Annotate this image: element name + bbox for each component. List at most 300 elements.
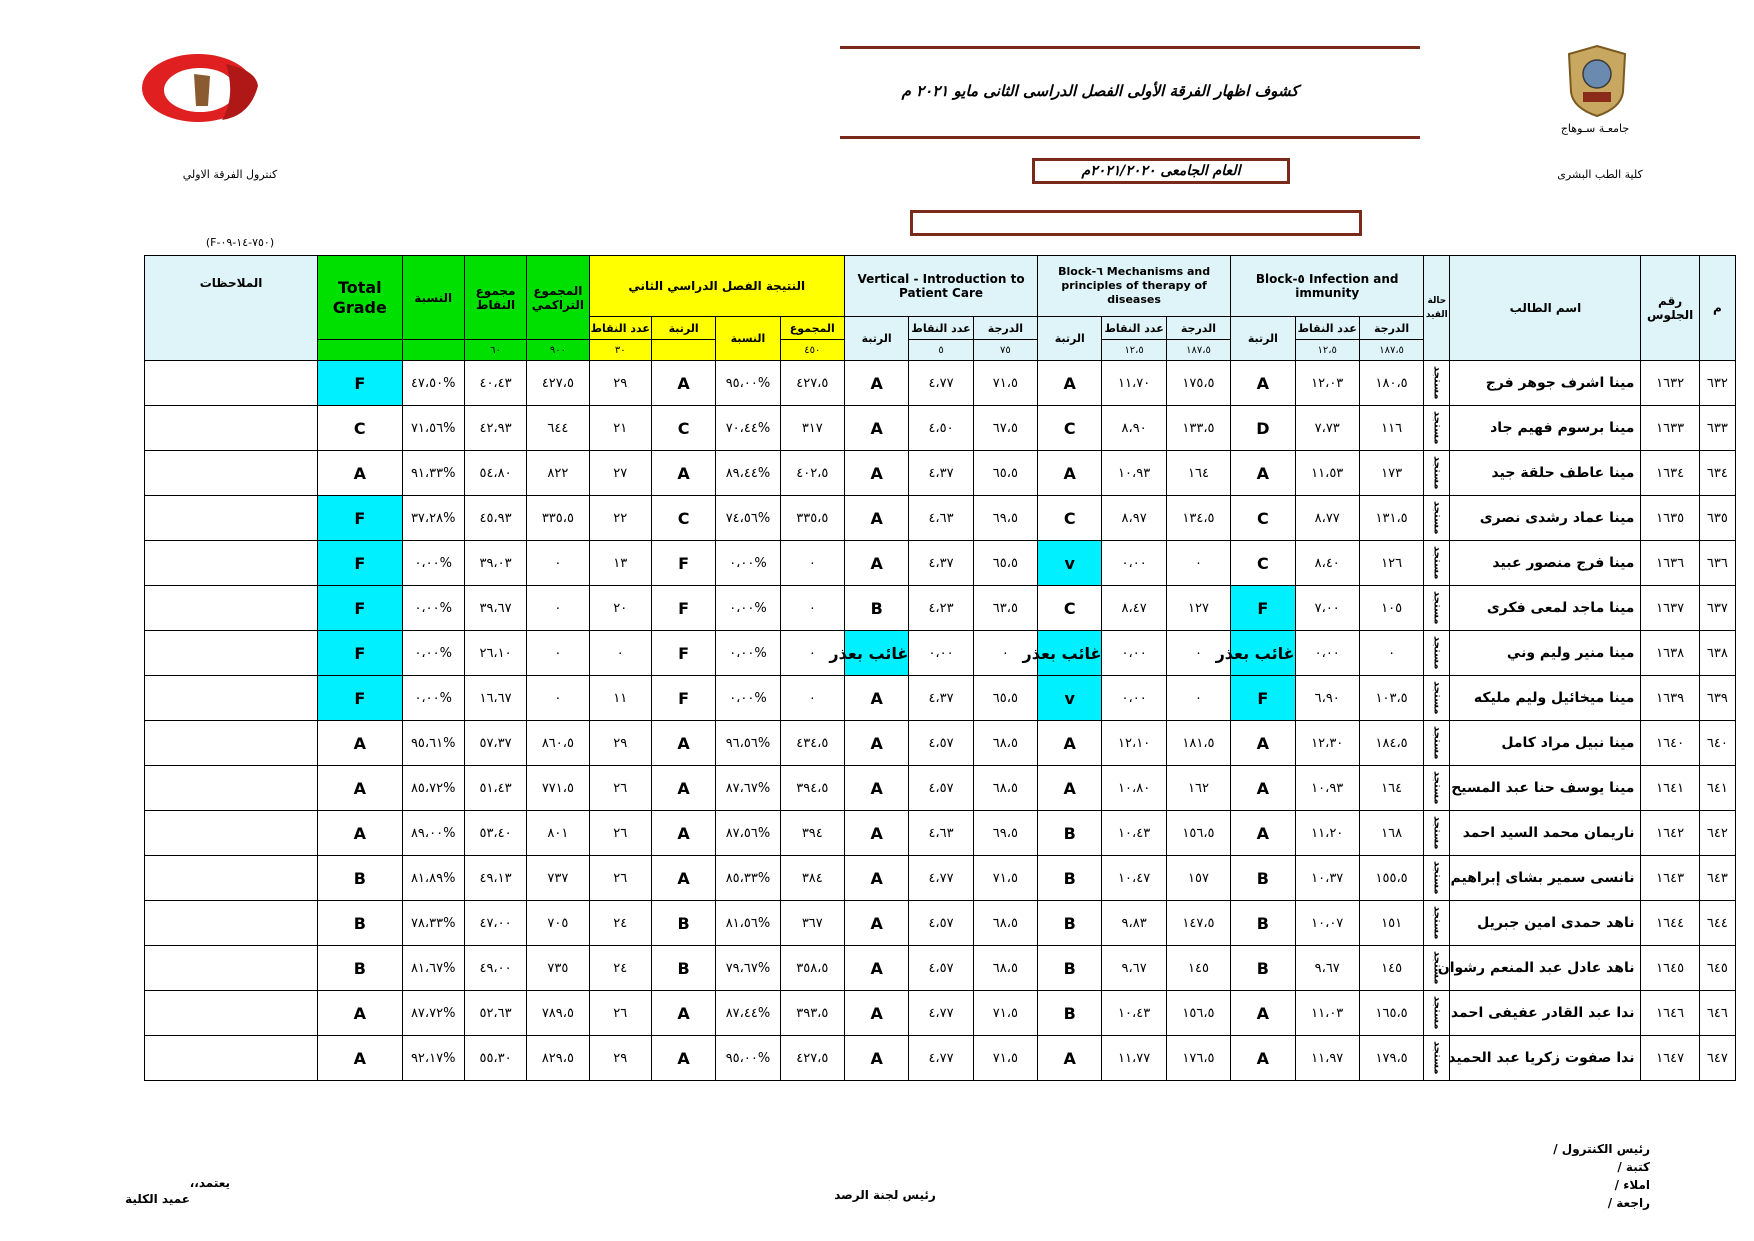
cell-grade: C	[318, 406, 402, 451]
cell-seat: ١٦٤٤	[1641, 901, 1699, 946]
cell-seat: ١٦٤١	[1641, 766, 1699, 811]
cell-cum: ٠	[527, 631, 589, 676]
cell-m: ٦٣٢	[1699, 361, 1735, 406]
cell-b6p: ١٠،٩٣	[1102, 451, 1166, 496]
sig-dean: عميد الكلية	[125, 1192, 190, 1206]
cell-pct: %٩٦،٥٦	[716, 721, 780, 766]
cell-sp: ٢٤	[589, 901, 651, 946]
cell-b5r: A	[1231, 1036, 1295, 1081]
cell-sum: ٤٣٤،٥	[780, 721, 844, 766]
cell-notes	[145, 901, 318, 946]
cell-vr: A	[844, 676, 908, 721]
cell-sum: ٣٣٥،٥	[780, 496, 844, 541]
cell-status: مستجد	[1424, 811, 1450, 856]
cell-sp: ١١	[589, 676, 651, 721]
table-row	[145, 676, 1736, 721]
cell-cum: ٨٢٩،٥	[527, 1036, 589, 1081]
university-name: جامعـة سـوهاج	[1560, 122, 1630, 135]
bottom-rule	[840, 136, 1420, 139]
cell-b5p: ١١،٩٧	[1295, 1036, 1359, 1081]
cell-name: مينا عاطف حلقة جيد	[1450, 451, 1641, 496]
b5-rank-h: الرتبة	[1231, 317, 1295, 361]
cell-b5d: ١٨٠،٥	[1359, 361, 1423, 406]
cell-m: ٦٤٣	[1699, 856, 1735, 901]
cell-b6r: B	[1038, 946, 1102, 991]
col-block6: Block-٦ Mechanisms and principles of therapy of diseases	[1038, 256, 1231, 317]
cell-pct: %٧٤،٥٦	[716, 496, 780, 541]
b5-points-h: عدد النقاط	[1295, 317, 1359, 340]
cell-vr: A	[844, 496, 908, 541]
cell-pts: ٤٩،١٣	[464, 856, 526, 901]
col-percent: النسبة	[402, 256, 464, 340]
col-vertical: Vertical - Introduction to Patient Care	[844, 256, 1037, 317]
cell-pct: %٨٥،٣٣	[716, 856, 780, 901]
empty-box	[910, 210, 1362, 236]
cell-pct: %٠،٠٠	[716, 541, 780, 586]
cell-tpct: %٨٥،٧٢	[402, 766, 464, 811]
cell-seat: ١٦٤٦	[1641, 991, 1699, 1036]
cell-cum: ٨٦٠،٥	[527, 721, 589, 766]
table-row	[145, 541, 1736, 586]
cell-b5d: ١٠٥	[1359, 586, 1423, 631]
cell-b6p: ٠،٠٠	[1102, 676, 1166, 721]
cell-name: مينا برسوم فهيم جاد	[1450, 406, 1641, 451]
cell-sum: ٠	[780, 586, 844, 631]
b6-points-max: ١٢،٥	[1102, 340, 1166, 361]
col-name: اسم الطالب	[1450, 256, 1641, 361]
cell-seat: ١٦٣٤	[1641, 451, 1699, 496]
cell-pct: %٨٧،٤٤	[716, 991, 780, 1036]
cell-name: ندا عبد القادر عفيفى احمد	[1450, 991, 1641, 1036]
cell-b5p: ١١،٠٣	[1295, 991, 1359, 1036]
cell-b5d: ١٨٤،٥	[1359, 721, 1423, 766]
cell-b5p: ١٠،٩٣	[1295, 766, 1359, 811]
cell-vd: ٦٥،٥	[973, 676, 1037, 721]
cell-status: مستجد	[1424, 541, 1450, 586]
results-table	[144, 255, 1736, 1081]
cell-rank: A	[651, 991, 715, 1036]
rank-max	[651, 340, 715, 361]
cell-sp: ٠	[589, 631, 651, 676]
cell-grade: F	[318, 631, 402, 676]
table-row	[145, 496, 1736, 541]
cell-notes	[145, 811, 318, 856]
col-total-grade: Total Grade	[318, 256, 402, 340]
cell-pct: %٨٩،٤٤	[716, 451, 780, 496]
cell-b6p: ٨،٩٧	[1102, 496, 1166, 541]
cell-name: مينا يوسف حنا عبد المسيح	[1450, 766, 1641, 811]
cell-notes	[145, 856, 318, 901]
table-row	[145, 991, 1736, 1036]
cell-vd: ٧١،٥	[973, 856, 1037, 901]
cell-b6r: A	[1038, 361, 1102, 406]
cell-b5r: غائب بعذر	[1231, 631, 1295, 676]
percent-max	[402, 340, 464, 361]
table-row	[145, 451, 1736, 496]
cell-b5p: ٨،٧٧	[1295, 496, 1359, 541]
cell-vd: ٦٨،٥	[973, 766, 1037, 811]
cell-b6d: ١٣٣،٥	[1166, 406, 1230, 451]
cell-b6r: C	[1038, 496, 1102, 541]
faculty-logo	[138, 46, 266, 124]
cell-seat: ١٦٣٢	[1641, 361, 1699, 406]
cell-b6p: ٩،٦٧	[1102, 946, 1166, 991]
cell-sp: ٢٢	[589, 496, 651, 541]
cell-vd: ٧١،٥	[973, 361, 1037, 406]
cell-status: مستجد	[1424, 361, 1450, 406]
cell-b5p: ١٢،٠٣	[1295, 361, 1359, 406]
cell-seat: ١٦٤٧	[1641, 1036, 1699, 1081]
cell-vd: ٦٧،٥	[973, 406, 1037, 451]
cell-pts: ٥٤،٨٠	[464, 451, 526, 496]
cell-vp: ٤،٥٧	[909, 901, 973, 946]
cell-vr: A	[844, 721, 908, 766]
cell-b6r: v	[1038, 541, 1102, 586]
cell-b5r: B	[1231, 946, 1295, 991]
cell-m: ٦٤٢	[1699, 811, 1735, 856]
col-block5: Block-٥ Infection and immunity	[1231, 256, 1424, 317]
cell-vp: ٤،٣٧	[909, 541, 973, 586]
cell-b6d: ٠	[1166, 676, 1230, 721]
university-seal	[1565, 44, 1629, 118]
cell-sum: ٣٩٣،٥	[780, 991, 844, 1036]
cell-b5d: ١٣١،٥	[1359, 496, 1423, 541]
cell-seat: ١٦٣٧	[1641, 586, 1699, 631]
cell-tpct: %٨٧،٧٢	[402, 991, 464, 1036]
cell-vd: ٦٨،٥	[973, 721, 1037, 766]
b6-degree-max: ١٨٧،٥	[1166, 340, 1230, 361]
cell-notes	[145, 766, 318, 811]
cell-cum: ٨٢٢	[527, 451, 589, 496]
cell-seat: ١٦٣٥	[1641, 496, 1699, 541]
cell-grade: F	[318, 586, 402, 631]
cell-m: ٦٣٤	[1699, 451, 1735, 496]
cell-vr: B	[844, 586, 908, 631]
cell-cum: ٧٣٥	[527, 946, 589, 991]
cell-b6d: ١٦٢	[1166, 766, 1230, 811]
col-points-total: مجموع النقاط	[464, 256, 526, 340]
cell-grade: A	[318, 1036, 402, 1081]
sig-dictation: املاء /	[1614, 1178, 1650, 1192]
form-code: (F-٧٥٠-١٤-٠٩)	[205, 236, 275, 249]
cell-sum: ٤٢٧،٥	[780, 1036, 844, 1081]
cell-b6d: ١٨١،٥	[1166, 721, 1230, 766]
cell-pts: ٣٩،٦٧	[464, 586, 526, 631]
cell-b6r: B	[1038, 811, 1102, 856]
cell-b6d: ١٧٥،٥	[1166, 361, 1230, 406]
cell-seat: ١٦٤٠	[1641, 721, 1699, 766]
cell-pts: ٤٢،٩٣	[464, 406, 526, 451]
cell-sum: ٤٠٢،٥	[780, 451, 844, 496]
table-row	[145, 766, 1736, 811]
b5-degree-h: الدرجة	[1359, 317, 1423, 340]
cell-tpct: %٩١،٣٣	[402, 451, 464, 496]
cell-seat: ١٦٤٥	[1641, 946, 1699, 991]
cell-grade: F	[318, 361, 402, 406]
cell-b6d: ٠	[1166, 631, 1230, 676]
cell-sp: ٢٤	[589, 946, 651, 991]
cell-notes	[145, 361, 318, 406]
cell-status: مستجد	[1424, 946, 1450, 991]
cell-grade: A	[318, 766, 402, 811]
cell-tpct: %٩٥،٦١	[402, 721, 464, 766]
cell-rank: A	[651, 856, 715, 901]
cell-pct: %٨٧،٥٦	[716, 811, 780, 856]
cell-vp: ٤،٧٧	[909, 361, 973, 406]
cell-name: ناريمان محمد السيد احمد	[1450, 811, 1641, 856]
cell-b6r: A	[1038, 1036, 1102, 1081]
cell-pts: ٥١،٤٣	[464, 766, 526, 811]
cell-vr: A	[844, 811, 908, 856]
cell-vd: ٦٩،٥	[973, 811, 1037, 856]
cell-b5d: ١٥١	[1359, 901, 1423, 946]
cell-vr: A	[844, 406, 908, 451]
cell-m: ٦٤٦	[1699, 991, 1735, 1036]
cell-status: مستجد	[1424, 586, 1450, 631]
cell-b5d: ١٥٥،٥	[1359, 856, 1423, 901]
v-points-max: ٥	[909, 340, 973, 361]
cell-notes	[145, 451, 318, 496]
cell-vp: ٤،٦٣	[909, 811, 973, 856]
cell-seat: ١٦٣٩	[1641, 676, 1699, 721]
cell-vr: A	[844, 361, 908, 406]
sig-writing: كتبة /	[1617, 1160, 1650, 1174]
cell-vr: A	[844, 856, 908, 901]
pct-h: النسبة	[716, 317, 780, 361]
cell-cum: ٦٤٤	[527, 406, 589, 451]
top-rule	[840, 46, 1420, 49]
b6-degree-h: الدرجة	[1166, 317, 1230, 340]
cell-vp: ٤،٧٧	[909, 856, 973, 901]
cell-vr: A	[844, 766, 908, 811]
cell-b6r: B	[1038, 991, 1102, 1036]
cell-m: ٦٣٧	[1699, 586, 1735, 631]
cell-vp: ٤،٧٧	[909, 1036, 973, 1081]
cell-sp: ٢٩	[589, 1036, 651, 1081]
cell-vr: A	[844, 541, 908, 586]
cell-m: ٦٤٤	[1699, 901, 1735, 946]
cell-pct: %٧٩،٦٧	[716, 946, 780, 991]
cell-tpct: %٧١،٥٦	[402, 406, 464, 451]
cell-sp: ١٣	[589, 541, 651, 586]
cell-cum: ٠	[527, 541, 589, 586]
cell-b5p: ٨،٤٠	[1295, 541, 1359, 586]
cell-b6r: B	[1038, 901, 1102, 946]
cell-b5d: ١٠٣،٥	[1359, 676, 1423, 721]
cell-b6d: ١٥٧	[1166, 856, 1230, 901]
col-notes: الملاحظات	[145, 256, 318, 361]
cell-seat: ١٦٣٣	[1641, 406, 1699, 451]
v-points-h: عدد النقاط	[909, 317, 973, 340]
cell-vr: A	[844, 1036, 908, 1081]
cell-name: مينا ميخائيل وليم مليكه	[1450, 676, 1641, 721]
cell-vd: ٧١،٥	[973, 991, 1037, 1036]
cell-sp: ٢٩	[589, 721, 651, 766]
cell-notes	[145, 991, 318, 1036]
cell-vr: غائب بعذر	[844, 631, 908, 676]
cell-b6p: ١٠،٤٣	[1102, 991, 1166, 1036]
cell-b6r: غائب بعذر	[1038, 631, 1102, 676]
b5-points-max: ١٢،٥	[1295, 340, 1359, 361]
cell-m: ٦٤٠	[1699, 721, 1735, 766]
cell-m: ٦٣٥	[1699, 496, 1735, 541]
cell-pts: ٥٢،٦٣	[464, 991, 526, 1036]
cell-vp: ٤،٣٧	[909, 676, 973, 721]
cell-b6d: ١٦٤	[1166, 451, 1230, 496]
cell-pct: %٠،٠٠	[716, 676, 780, 721]
cell-rank: C	[651, 496, 715, 541]
cell-pct: %٩٥،٠٠	[716, 1036, 780, 1081]
cell-sp: ٢٦	[589, 811, 651, 856]
cell-status: مستجد	[1424, 496, 1450, 541]
cell-sum: ٠	[780, 676, 844, 721]
cell-vd: ٦٥،٥	[973, 451, 1037, 496]
cell-tpct: %٩٢،١٧	[402, 1036, 464, 1081]
cell-vp: ٤،٢٣	[909, 586, 973, 631]
cell-grade: A	[318, 811, 402, 856]
cell-seat: ١٦٣٨	[1641, 631, 1699, 676]
cell-b5d: ١٦٤	[1359, 766, 1423, 811]
cell-b5p: ٩،٦٧	[1295, 946, 1359, 991]
control-label: كنترول الفرقة الاولي	[182, 168, 278, 181]
cell-b5p: ٦،٩٠	[1295, 676, 1359, 721]
cell-pts: ٤٧،٠٠	[464, 901, 526, 946]
cell-vp: ٤،٦٣	[909, 496, 973, 541]
cell-b6p: ٨،٤٧	[1102, 586, 1166, 631]
cell-pts: ١٦،٦٧	[464, 676, 526, 721]
cell-pct: %٧٠،٤٤	[716, 406, 780, 451]
cell-status: مستجد	[1424, 676, 1450, 721]
table-row	[145, 811, 1736, 856]
cell-vr: A	[844, 991, 908, 1036]
cell-status: مستجد	[1424, 721, 1450, 766]
cell-rank: F	[651, 586, 715, 631]
cell-status: مستجد	[1424, 451, 1450, 496]
cell-pct: %٠،٠٠	[716, 631, 780, 676]
cell-vp: ٤،٧٧	[909, 991, 973, 1036]
cell-b5p: ١٢،٣٠	[1295, 721, 1359, 766]
cell-b5r: A	[1231, 991, 1295, 1036]
cell-seat: ١٦٤٢	[1641, 811, 1699, 856]
cell-m: ٦٣٨	[1699, 631, 1735, 676]
cell-rank: A	[651, 766, 715, 811]
cell-vd: ٦٩،٥	[973, 496, 1037, 541]
cell-seat: ١٦٤٣	[1641, 856, 1699, 901]
cell-sum: ٠	[780, 631, 844, 676]
cell-vd: ٦٣،٥	[973, 586, 1037, 631]
cell-name: مينا عماد رشدى نصرى	[1450, 496, 1641, 541]
cell-b6r: B	[1038, 856, 1102, 901]
cell-b5r: C	[1231, 541, 1295, 586]
cell-cum: ٠	[527, 586, 589, 631]
cell-tpct: %٣٧،٢٨	[402, 496, 464, 541]
cell-pts: ٥٥،٣٠	[464, 1036, 526, 1081]
cell-name: ندا صفوت زكريا عبد الحميد	[1450, 1036, 1641, 1081]
b6-rank-h: الرتبة	[1038, 317, 1102, 361]
cell-vp: ٤،٥٠	[909, 406, 973, 451]
cell-name: مينا اشرف جوهر فرج	[1450, 361, 1641, 406]
cell-b6r: C	[1038, 586, 1102, 631]
cell-pts: ٥٧،٣٧	[464, 721, 526, 766]
cell-b5d: ١٦٨	[1359, 811, 1423, 856]
cell-rank: F	[651, 676, 715, 721]
cell-b5p: ١٠،٣٧	[1295, 856, 1359, 901]
cell-b6p: ١٠،٨٠	[1102, 766, 1166, 811]
cell-tpct: %٠،٠٠	[402, 541, 464, 586]
cell-notes	[145, 496, 318, 541]
cell-notes	[145, 946, 318, 991]
cell-grade: A	[318, 991, 402, 1036]
cell-pct: %٨١،٥٦	[716, 901, 780, 946]
cell-vd: ٧١،٥	[973, 1036, 1037, 1081]
cell-b6p: ٠،٠٠	[1102, 541, 1166, 586]
cell-vd: ٦٨،٥	[973, 946, 1037, 991]
cell-b6p: ١٠،٤٧	[1102, 856, 1166, 901]
cell-b5d: ١١٦	[1359, 406, 1423, 451]
table-row	[145, 856, 1736, 901]
cell-pct: %٨٧،٦٧	[716, 766, 780, 811]
sig-committee: رئيس لجنة الرصد	[834, 1188, 936, 1202]
col-m: م	[1699, 256, 1735, 361]
cell-vr: A	[844, 451, 908, 496]
cell-vr: A	[844, 901, 908, 946]
cell-name: مينا فرج منصور عبيد	[1450, 541, 1641, 586]
cell-pct: %٩٥،٠٠	[716, 361, 780, 406]
faculty-name: كلية الطب البشرى	[1557, 168, 1643, 181]
cell-m: ٦٤٥	[1699, 946, 1735, 991]
cell-pts: ٣٩،٠٣	[464, 541, 526, 586]
cell-b6p: ٨،٩٠	[1102, 406, 1166, 451]
cell-vp: ٤،٥٧	[909, 766, 973, 811]
cell-status: مستجد	[1424, 1036, 1450, 1081]
table-row	[145, 361, 1736, 406]
points-total-max: ٦٠	[464, 340, 526, 361]
cell-b6d: ١٤٧،٥	[1166, 901, 1230, 946]
cell-m: ٦٣٣	[1699, 406, 1735, 451]
cell-pct: %٠،٠٠	[716, 586, 780, 631]
cell-pts: ٢٦،١٠	[464, 631, 526, 676]
v-degree-max: ٧٥	[973, 340, 1037, 361]
cell-sp: ٢٠	[589, 586, 651, 631]
cell-name: مينا ماجد لمعى فكرى	[1450, 586, 1641, 631]
cell-b6p: ٠،٠٠	[1102, 631, 1166, 676]
cell-notes	[145, 721, 318, 766]
cell-cum: ٧٧١،٥	[527, 766, 589, 811]
cell-rank: A	[651, 361, 715, 406]
cell-vp: ٤،٣٧	[909, 451, 973, 496]
cell-sp: ٢٦	[589, 766, 651, 811]
cell-notes	[145, 406, 318, 451]
cell-b6d: ٠	[1166, 541, 1230, 586]
cell-tpct: %٠،٠٠	[402, 586, 464, 631]
cell-grade: A	[318, 721, 402, 766]
cell-rank: A	[651, 811, 715, 856]
cell-cum: ٤٢٧،٥	[527, 361, 589, 406]
cell-pts: ٥٣،٤٠	[464, 811, 526, 856]
cell-grade: B	[318, 901, 402, 946]
cell-notes	[145, 676, 318, 721]
cell-b6r: A	[1038, 451, 1102, 496]
cell-rank: A	[651, 721, 715, 766]
cell-b5p: ١١،٢٠	[1295, 811, 1359, 856]
table-row	[145, 901, 1736, 946]
cell-notes	[145, 586, 318, 631]
cell-sp: ٢٦	[589, 991, 651, 1036]
cell-b5r: B	[1231, 856, 1295, 901]
cell-notes	[145, 541, 318, 586]
cell-sp: ٢١	[589, 406, 651, 451]
cell-tpct: %٨٩،٠٠	[402, 811, 464, 856]
